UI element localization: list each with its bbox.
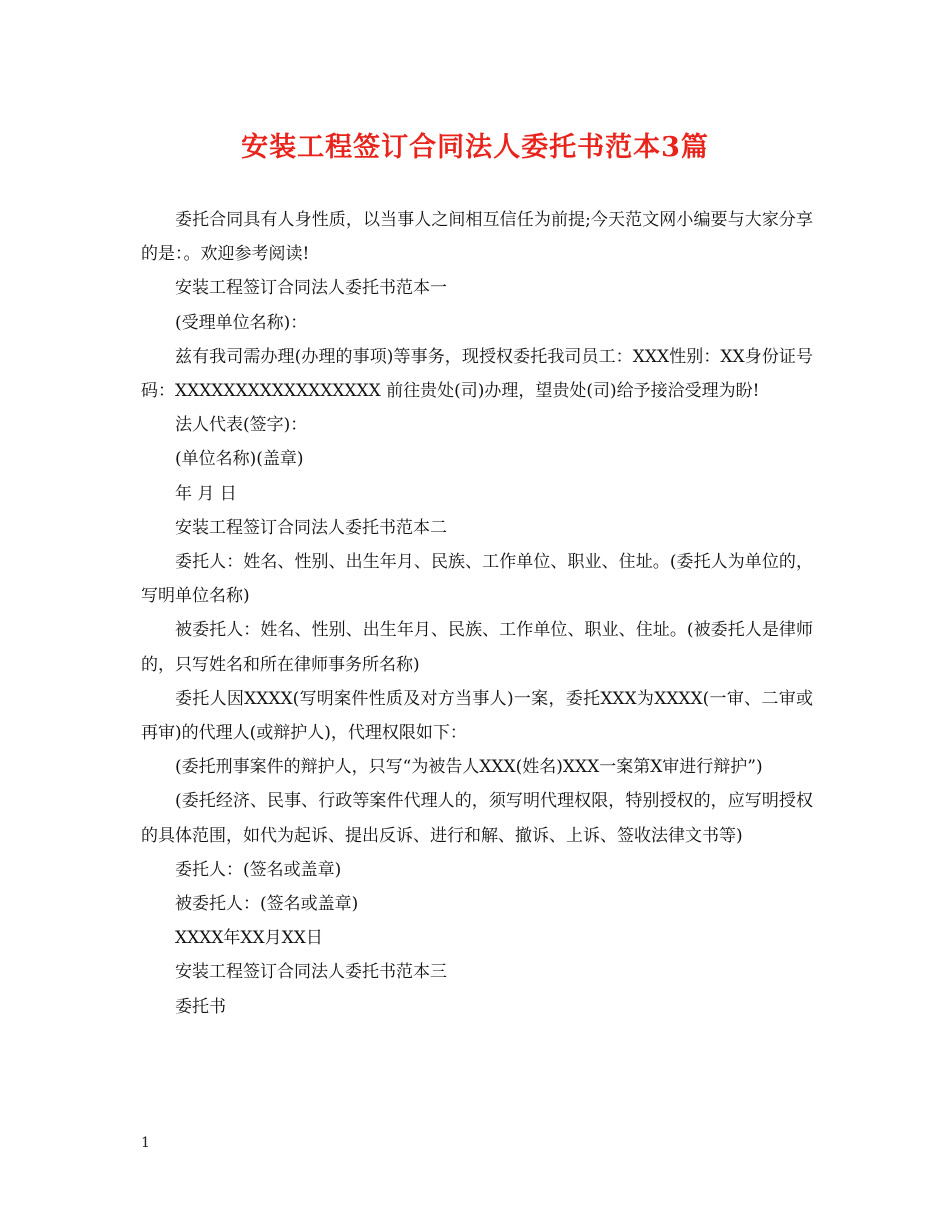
paragraph-unit-seal: (单位名称)(盖章) [175, 449, 304, 470]
paragraph-criminal-note: (委托刑事案件的辩护人，只写“为被告人XXX(姓名)XXX一案第X审进行辩护”) [175, 757, 763, 778]
document-title: 安装工程签订合同法人委托书范本3篇 [241, 132, 709, 163]
paragraph-sign-date: XXXX年XX月XX日 [175, 928, 323, 949]
paragraph-date: 年 月 日 [175, 483, 237, 504]
heading-sample-two: 安装工程签订合同法人委托书范本二 [175, 517, 447, 538]
paragraph-agent: 被委托人：姓名、性别、出生年月、民族、工作单位、职业、住址。(被委托人是律师的，只写姓名和所在律师事务所名称) [141, 620, 813, 675]
paragraph-principal-sign: 委托人：(签名或盖章) [175, 859, 342, 880]
heading-sample-one: 安装工程签订合同法人委托书范本一 [175, 278, 447, 299]
paragraph-civil-note: (委托经济、民事、行政等案件代理人的，须写明代理权限，特别授权的，应写明授权的具体范围，如代为起诉、提出反诉、进行和解、撤诉、上诉、签收法律文书等) [141, 791, 813, 846]
page-number: 1 [141, 1135, 150, 1151]
paragraph-letter-title: 委托书 [175, 996, 226, 1017]
paragraph-principal: 委托人：姓名、性别、出生年月、民族、工作单位、职业、住址。(委托人为单位的，写明单位名称) [141, 552, 813, 607]
paragraph-agent-sign: 被委托人：(签名或盖章) [175, 894, 359, 915]
paragraph-legal-rep: 法人代表(签字)： [175, 415, 308, 436]
heading-sample-three: 安装工程签订合同法人委托书范本三 [175, 962, 447, 983]
paragraph-case: 委托人因XXXX(写明案件性质及对方当事人)一案，委托XXX为XXXX(一审、二审或再审)的代理人(或辩护人)，代理权限如下： [141, 688, 813, 744]
paragraph-authorization: 兹有我司需办理(办理的事项)等事务，现授权委托我司员工：XXX性别：XX身份证号码：XXXXXXXXXXXXXXXXX 前往贵处(司)办理，望贵处(司)给予接洽受理为盼! [141, 346, 813, 402]
paragraph-intro: 委托合同具有人身性质，以当事人之间相互信任为前提;今天范文网小编要与大家分享的是：。欢迎参考阅读! [141, 210, 813, 265]
document-body [141, 203, 813, 1024]
paragraph-recipient: (受理单位名称)： [175, 312, 308, 333]
